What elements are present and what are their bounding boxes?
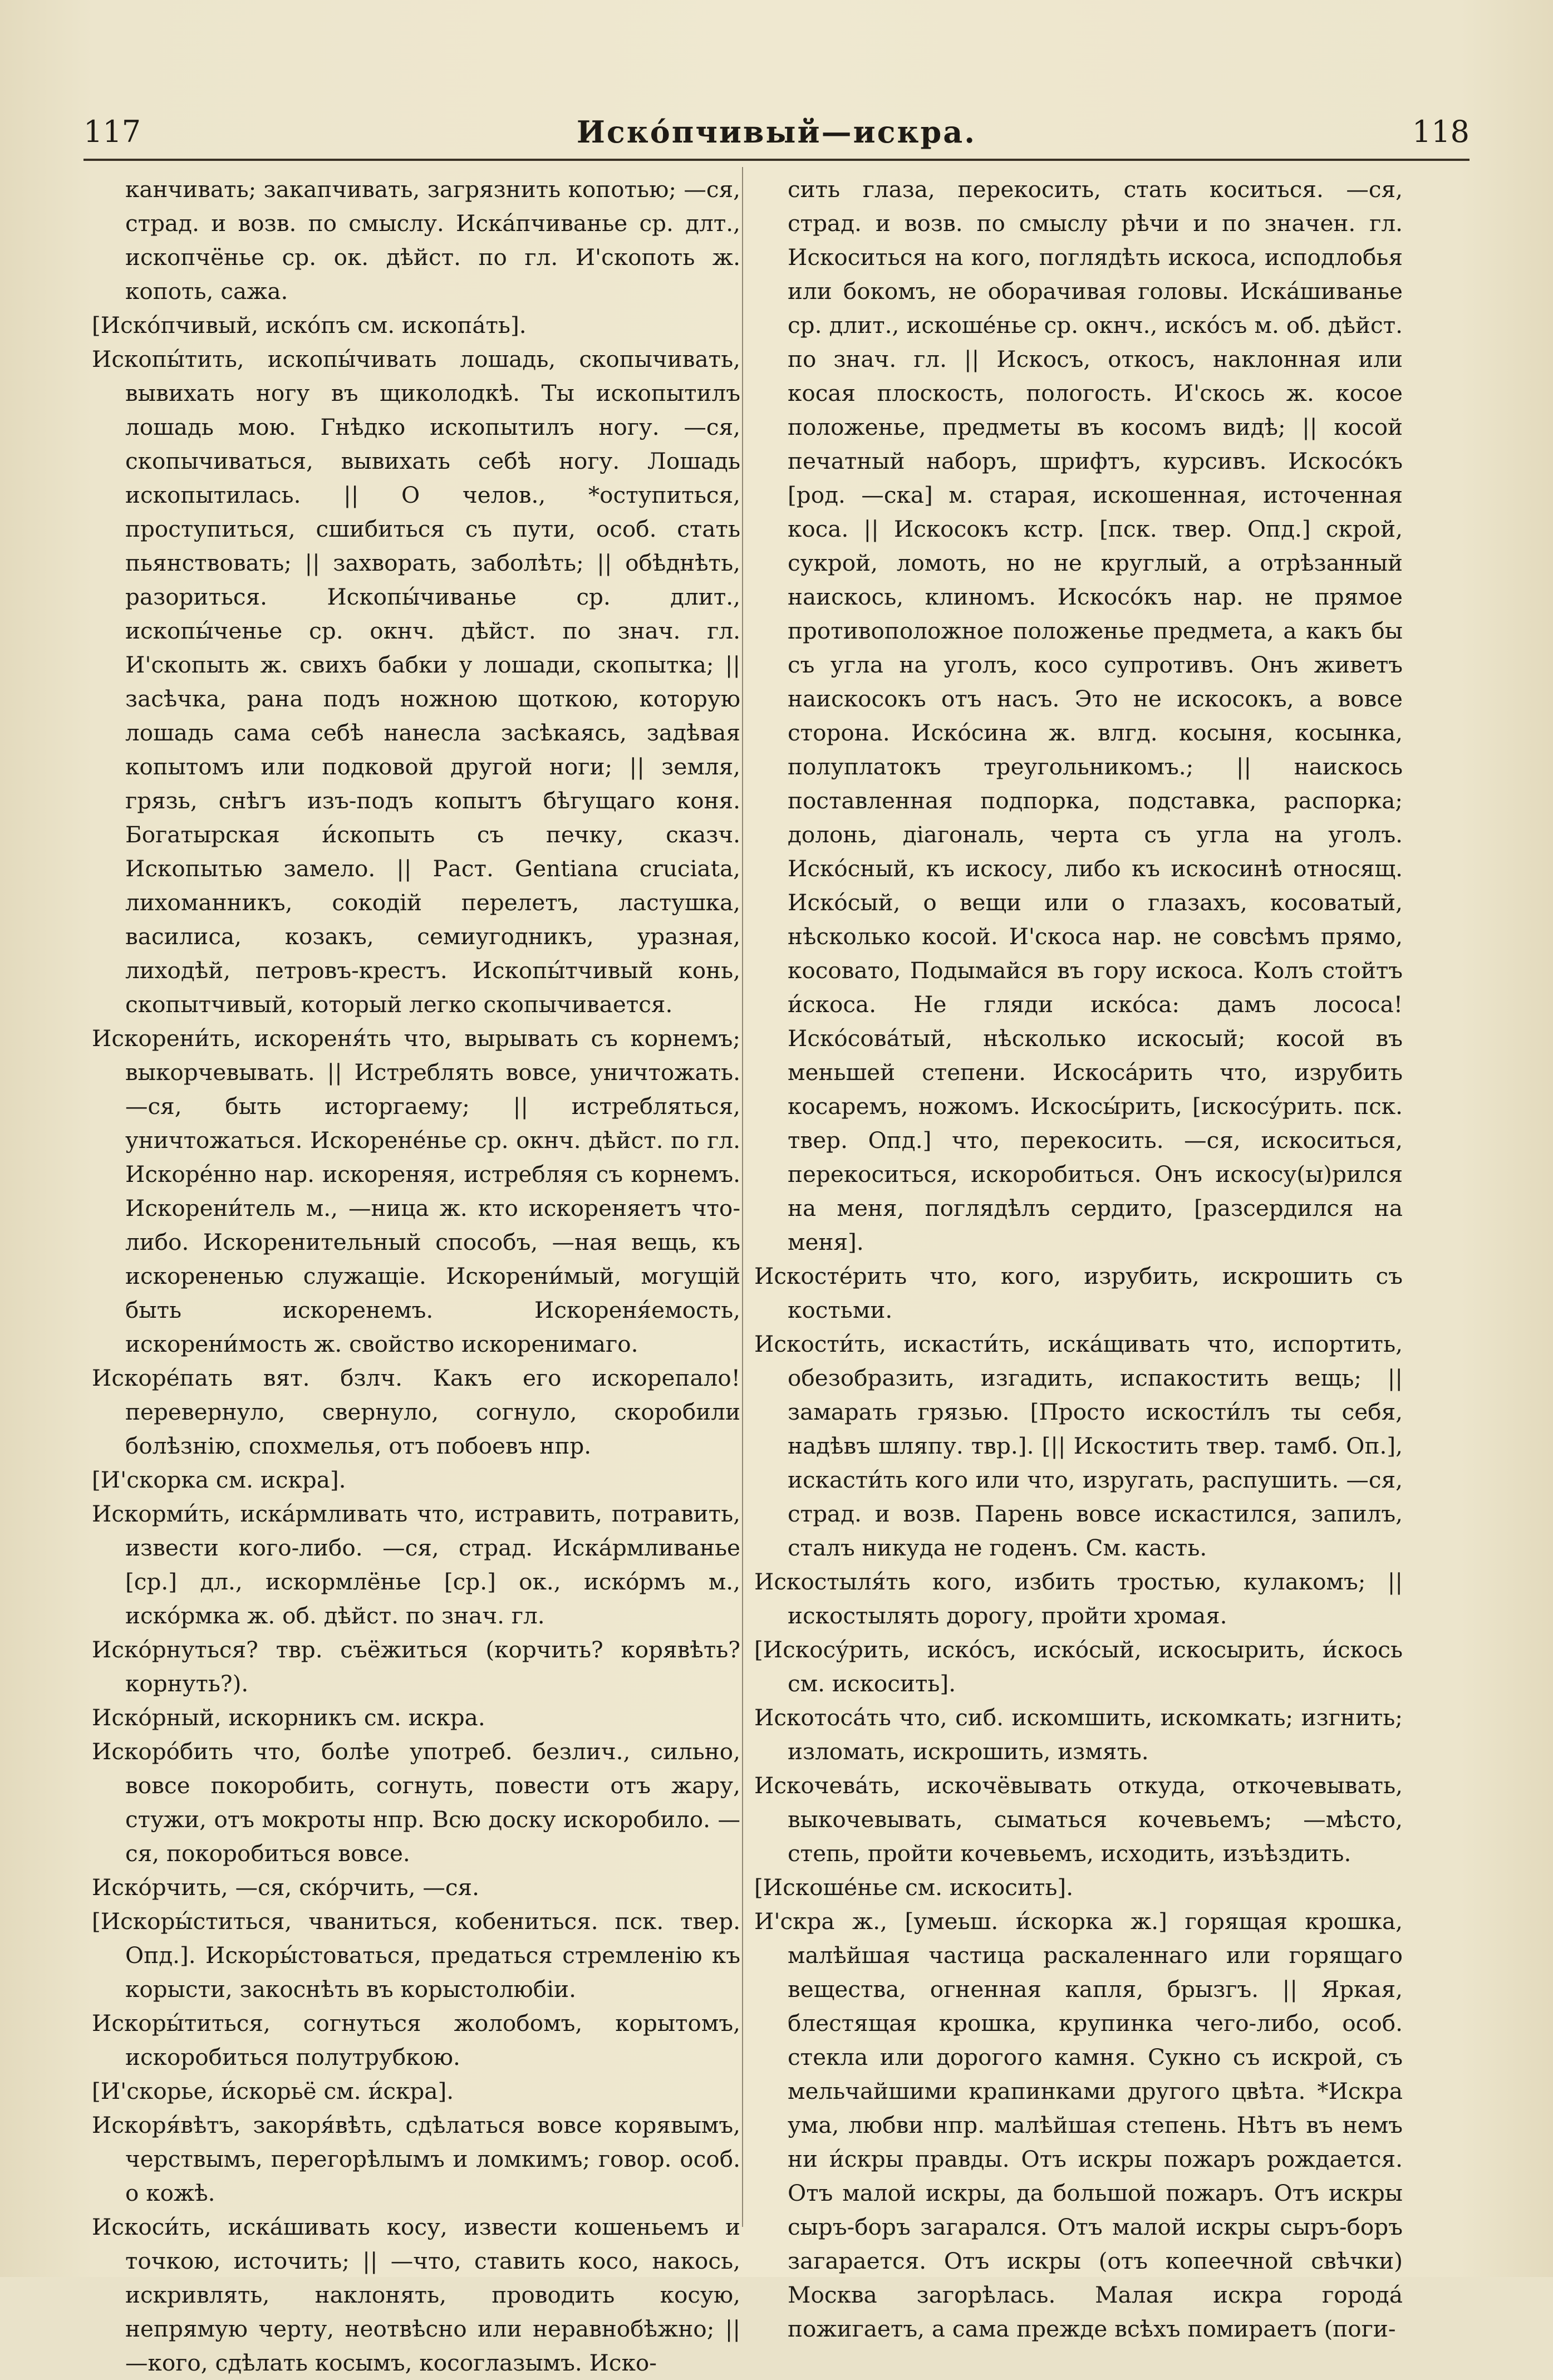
dictionary-entry: сить глаза, перекосить, стать коситься. —ся, страд. и возв. по смыслу рѣчи и по значен. гл. Искоситься на кого, поглядѣть искоса, исподлобья или бокомъ, не оборачивая головы. Иска́шиванье ср. длит., искошéнье ср. окнч., иско́съ м. об. дѣйст. по знач. гл. || Искосъ, откосъ, наклонная или косая плоскость, пологость. И'скось ж. косое положенье, предметы въ косомъ видѣ; || косой печатный наборъ, шрифтъ, курсивъ. Искосо́къ [род. —ска] м. старая, искошенная, источенная коса. || Искосокъ кстр. [пск. твер. Опд.] скрой, сукрой, ломоть, но не круглый, а отрѣзанный наискось, клиномъ. Искосо́къ нар. не прямое противоположное положенье предмета, а какъ бы съ угла на уголъ, косо супротивъ. Онъ живетъ наискосокъ отъ насъ. Это не искосокъ, а вовсе сторона. Искóсина ж. влгд. косыня, косынка, полуплатокъ треугольникомъ.; || наискось поставленная подпорка, подставка, распорка; долонь, діагональ, черта съ угла на уголъ. Искóсный, къ искосу, либо къ искосинѣ относящ. Искóсый, о вещи или о глазахъ, косоватый, нѣсколько косой. И'скоса нар. не совсѣмъ прямо, косовато, Подымайся въ гору искоса. Колъ стойтъ и́скоса. Не гляди иско́са: дамъ лососа! Искóсова́тый, нѣсколько искосый; косой въ меньшей степени. Искоса́рить что, изрубить косаремъ, ножомъ. Искосы́рить, [искосу́рить. пск. твер. Опд.] что, перекосить. —ся, искоситься, перекоситься, искоробиться. Онъ искосу(ы)рился на меня, поглядѣлъ сердито, [разсердился на меня]. bbox=[788, 176, 1403, 1255]
column-divider bbox=[742, 167, 743, 2227]
dictionary-entry: Искоры́титься, согнуться жолобомъ, корытомъ, искоробиться полутрубкою. bbox=[92, 2010, 740, 2070]
dictionary-entry: Искоси́ть, иска́шивать косу, извести кошеньемъ и точкою, источить; || —что, ставить косо, накось, искривлять, наклонять, проводить косую, непрямую черту, неотвѣсно или неравнобѣжно; || —кого, сдѣлать косымъ, косоглазымъ. Иско- bbox=[92, 2214, 740, 2376]
left-column bbox=[92, 173, 740, 2376]
dictionary-entry: Ископы́тить, ископы́чивать лошадь, скопычивать, вывихать ногу въ щиколодкѣ. Ты ископытилъ лошадь мою. Гнѣдко ископытилъ ногу. —ся, скопычиваться, вывихать себѣ ногу. Лошадь ископытилась. || О челов., *оступиться, проступиться, сшибиться съ пути, особ. стать пьянствовать; || захворать, заболѣть; || обѣднѣть, разориться. Ископы́чиванье ср. длит., ископы́ченье ср. окнч. дѣйст. по знач. гл. И'скопыть ж. свихъ бабки у лошади, скопытка; || засѣчка, рана подъ ножною щоткою, которую лошадь сама себѣ нанесла засѣкаясь, задѣвая копытомъ или подковой другой ноги; || земля, грязь, снѣгъ изъ-подъ копытъ бѣгущаго коня. Богатырская и́скопыть съ печку, сказч. Ископытью замело. || Раст. Gentiana cruciata, лихоманникъ, сокодій перелетъ, ластушка, василиса, козакъ, семиугодникъ, уразная, лиходѣй, петровъ-крестъ. Ископы́тчивый конь, скопытчивый, который легко скопычивается. bbox=[92, 346, 740, 1018]
dictionary-entry: Искорени́ть, искореня́ть что, вырывать съ корнемъ; выкорчевывать. || Истреблять вовсе, уничтожать. —ся, быть исторгаему; || истребляться, уничтожаться. Искорене́нье ср. окнч. дѣйст. по гл. Искорéнно нар. искореняя, истребляя съ корнемъ. Искорени́тель м., —ница ж. кто искореняетъ что-либо. Искоренительный способъ, —ная вещь, къ искорененью служащіе. Искорени́мый, могущій быть искоренемъ. Искореня́емость, искорени́мость ж. свойство искоренимаго. bbox=[92, 1025, 740, 1357]
dictionary-entry: [Искосу́рить, искóсъ, искóсый, искосырить, и́скось см. искосить]. bbox=[754, 1636, 1403, 1697]
dictionary-entry: Искорéпать вят. бзлч. Какъ его искорепало! перевернуло, свернуло, согнуло, скоробили болѣзнію, спохмелья, отъ побоевъ нпр. bbox=[92, 1365, 740, 1459]
left-page-number: 117 bbox=[83, 114, 141, 149]
dictionary-entry: канчивать; закапчивать, загрязнить копотью; —ся, страд. и возв. по смыслу. Иска́пчиванье ср. длт., ископчёнье ср. ок. дѣйст. по гл. И'скопоть ж. копоть, сажа. bbox=[125, 176, 740, 305]
dictionary-entry: Искоря́вѣтъ, закоря́вѣть, сдѣлаться вовсе корявымъ, черствымъ, перегорѣлымъ и ломкимъ; говор. особ. о кожѣ. bbox=[92, 2112, 740, 2206]
dictionary-entry: [Иско́пчивый, иско́пъ см. ископа́ть]. bbox=[92, 312, 527, 338]
dictionary-entry: Искостéрить что, кого, изрубить, искрошить съ костьми. bbox=[754, 1263, 1403, 1323]
dictionary-entry: [И'скорка см. искра]. bbox=[92, 1466, 346, 1493]
right-page-number: 118 bbox=[1412, 114, 1470, 149]
dictionary-entry: Искотоса́ть что, сиб. искомшить, искомкать; изгнить; изломать, искрошить, измять. bbox=[754, 1704, 1403, 1765]
dictionary-entry: Искости́ть, искасти́ть, иска́щивать что, испортить, обезобразить, изгадить, испакостить вещь; || замарать грязью. [Просто искости́лъ ты себя, надѣвъ шляпу. твр.]. [|| Искостить твер. тамб. Оп.], искасти́ть кого или что, изругать, распушить. —ся, страд. и возв. Парень вовсе искастился, запилъ, сталъ никуда не годенъ. См. касть. bbox=[754, 1331, 1403, 1561]
dictionary-entry: И'скра ж., [умеьш. и́скорка ж.] горящая крошка, малѣйшая частица раскаленнаго или горящаго вещества, огненная капля, брызгъ. || Яркая, блестящая крошка, крупинка чего-либо, особ. стекла или дорогого камня. Сукно съ искрой, съ мельчайшими крапинками другого цвѣта. *Искра ума, любви нпр. малѣйшая степень. Нѣтъ въ немъ ни и́скры правды. Отъ искры пожаръ рождается. Отъ малой искры, да большой пожаръ. Отъ искры сыръ-боръ загарался. Отъ малой искры сыръ-боръ загарается. Отъ искры (отъ копеечной свѣчки) Москва загорѣлась. Малая искра городá пожигаетъ, а сама прежде всѣхъ помираетъ (поги- bbox=[754, 1908, 1403, 2342]
dictionary-entry: [Искошéнье см. искосить]. bbox=[754, 1874, 1074, 1901]
dictionary-entry: Искорми́ть, иска́рмливать что, истравить, потравить, извести кого-либо. —ся, страд. Иска́рмливанье [ср.] дл., искормлёнье [ср.] ок., иско́рмъ м., иско́рмка ж. об. дѣйст. по знач. гл. bbox=[92, 1500, 740, 1629]
header-rule bbox=[83, 159, 1470, 161]
dictionary-entry: Искóрчить, —ся, скóрчить, —ся. bbox=[92, 1874, 479, 1901]
dictionary-entry: Иско́рнуться? твр. съёжиться (корчить? корявѣть? корнуть?). bbox=[92, 1636, 740, 1697]
running-head-title: Иско́пчивый—искра. bbox=[576, 114, 977, 150]
dictionary-entry: [Искоры́ститься, чваниться, кобениться. пск. твер. Опд.]. Искоры́стоваться, предаться стремленію къ корысти, закоснѣть въ корыстолюбіи. bbox=[92, 1908, 740, 2003]
dictionary-entry: Искоро́бить что, болѣе употреб. безлич., сильно, вовсе покоробить, согнуть, повести отъ жару, стужи, отъ мокроты нпр. Всю доску искоробило. —ся, покоробиться вовсе. bbox=[92, 1738, 740, 1867]
dictionary-entry: Иско́рный, искорникъ см. искра. bbox=[92, 1704, 485, 1731]
dictionary-entry: Искочева́ть, искочёвывать откуда, откочевывать, выкочевывать, сыматься кочевьемъ; —мѣсто, степь, пройти кочевьемъ, исходить, изъѣздить. bbox=[754, 1772, 1403, 1867]
right-column bbox=[754, 173, 1403, 2342]
dictionary-entry: [И'скорье, и́скорьё см. и́скра]. bbox=[92, 2078, 454, 2104]
dictionary-entry: Искостыля́ть кого, избить тростью, кулакомъ; || искостылять дорогу, пройти хромая. bbox=[754, 1568, 1403, 1629]
